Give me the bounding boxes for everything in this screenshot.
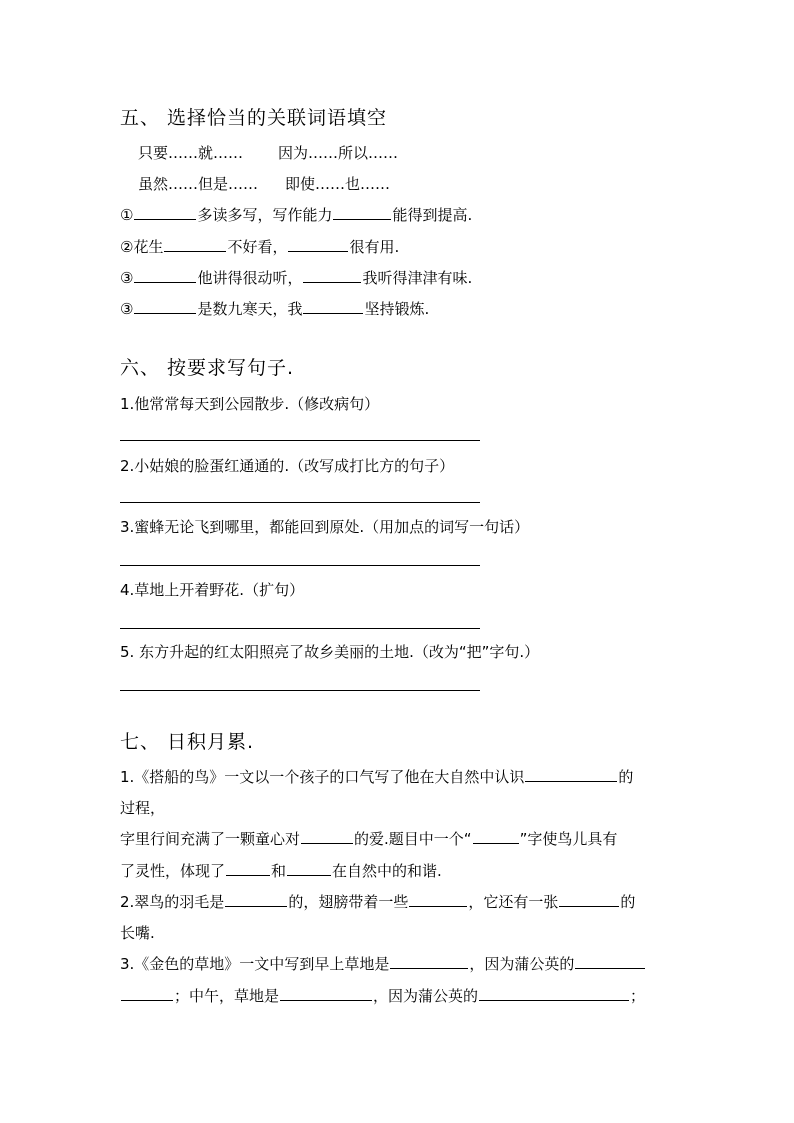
rewrite-question-4: 4.草地上开着野花.（扩句） xyxy=(120,581,305,599)
word-option: 只要……就…… xyxy=(138,144,244,162)
fill-question-2 xyxy=(120,237,399,257)
accumulate-line-1 xyxy=(120,767,633,787)
question-text: ”字使鸟儿具有 xyxy=(519,830,618,848)
section-7-title: 七、 日积月累. xyxy=(120,731,255,753)
question-text: 3.《金色的草地》一文中写到早上草地是 xyxy=(120,955,390,973)
blank[interactable] xyxy=(164,237,226,252)
word-option: 因为……所以…… xyxy=(278,144,399,162)
section-6-title: 六、 按要求写句子. xyxy=(120,357,295,379)
question-text: 1.《搭船的鸟》一文以一个孩子的口气写了他在大自然中认识 xyxy=(120,768,525,786)
question-text: 的 xyxy=(620,893,636,911)
question-text: 的爱.题目中一个“ xyxy=(354,830,472,848)
blank[interactable] xyxy=(473,829,519,844)
question-text: 了灵性，体现了 xyxy=(120,862,226,880)
answer-line[interactable] xyxy=(120,502,480,503)
blank[interactable] xyxy=(303,268,361,283)
blank[interactable] xyxy=(409,892,467,907)
question-text: 2.翠鸟的羽毛是 xyxy=(120,893,225,911)
question-text: 的 xyxy=(618,768,634,786)
question-text: ； xyxy=(630,987,646,1005)
fill-question-1 xyxy=(120,205,472,225)
question-text: ，它还有一张 xyxy=(468,893,559,911)
blank[interactable] xyxy=(559,892,619,907)
accumulate-line-2: 过程， xyxy=(120,799,166,817)
blank[interactable] xyxy=(525,767,617,782)
word-option: 虽然……但是…… xyxy=(138,175,259,193)
question-text: 多读多写，写作能力 xyxy=(197,206,333,224)
question-mark: ③ xyxy=(120,300,134,318)
answer-line[interactable] xyxy=(120,690,480,691)
blank[interactable] xyxy=(225,892,287,907)
blank[interactable] xyxy=(303,299,363,314)
blank[interactable] xyxy=(121,986,173,1001)
accumulate-line-7 xyxy=(120,954,646,974)
rewrite-question-1: 1.他常常每天到公园散步.（修改病句） xyxy=(120,395,380,413)
blank[interactable] xyxy=(287,861,331,876)
question-text: ，因为蒲公英的 xyxy=(469,955,575,973)
question-text: 坚持锻炼. xyxy=(364,300,430,318)
question-text: 是数九寒天，我 xyxy=(197,300,303,318)
question-text: 的，翅膀带着一些 xyxy=(288,893,409,911)
question-text: 他讲得很动听， xyxy=(197,269,303,287)
question-mark: ① xyxy=(120,206,134,224)
question-text: 字里行间充满了一颗童心对 xyxy=(120,830,301,848)
blank[interactable] xyxy=(333,205,391,220)
blank[interactable] xyxy=(390,954,468,969)
question-mark: ③ xyxy=(120,269,134,287)
accumulate-line-4 xyxy=(120,861,442,881)
accumulate-line-6: 长嘴. xyxy=(120,924,155,942)
answer-line[interactable] xyxy=(120,565,480,566)
question-text: 我听得津津有味. xyxy=(362,269,473,287)
rewrite-question-3: 3.蜜蜂无论飞到哪里，都能回到原处.（用加点的词写一句话） xyxy=(120,518,530,536)
word-bank-row-2 xyxy=(138,174,390,194)
answer-line[interactable] xyxy=(120,440,480,441)
fill-question-4 xyxy=(120,299,429,319)
question-text: 能得到提高. xyxy=(392,206,473,224)
blank[interactable] xyxy=(134,205,196,220)
section-5-title: 五、 选择恰当的关联词语填空 xyxy=(120,107,388,129)
blank[interactable] xyxy=(280,986,372,1001)
blank[interactable] xyxy=(134,299,196,314)
question-text: 很有用. xyxy=(349,238,400,256)
accumulate-line-8 xyxy=(120,986,645,1006)
rewrite-question-5: 5. 东方升起的红太阳照亮了故乡美丽的土地.（改为“把”字句.） xyxy=(120,643,540,661)
blank[interactable] xyxy=(288,237,348,252)
blank[interactable] xyxy=(575,954,645,969)
blank[interactable] xyxy=(479,986,629,1001)
word-bank-row-1 xyxy=(138,143,398,163)
accumulate-line-5 xyxy=(120,892,635,912)
question-text: ②花生 xyxy=(120,238,164,256)
blank[interactable] xyxy=(301,829,353,844)
fill-question-3 xyxy=(120,268,472,288)
question-text: 不好看， xyxy=(227,238,288,256)
blank[interactable] xyxy=(226,861,270,876)
answer-line[interactable] xyxy=(120,628,480,629)
question-text: ，因为蒲公英的 xyxy=(373,987,479,1005)
blank[interactable] xyxy=(134,268,196,283)
rewrite-question-2: 2.小姑娘的脸蛋红通通的.（改写成打比方的句子） xyxy=(120,457,455,475)
question-text: ；中午，草地是 xyxy=(174,987,280,1005)
accumulate-line-3 xyxy=(120,829,617,849)
word-option: 即使……也…… xyxy=(285,175,391,193)
question-text: 在自然中的和谐. xyxy=(332,862,442,880)
question-text: 和 xyxy=(271,862,287,880)
